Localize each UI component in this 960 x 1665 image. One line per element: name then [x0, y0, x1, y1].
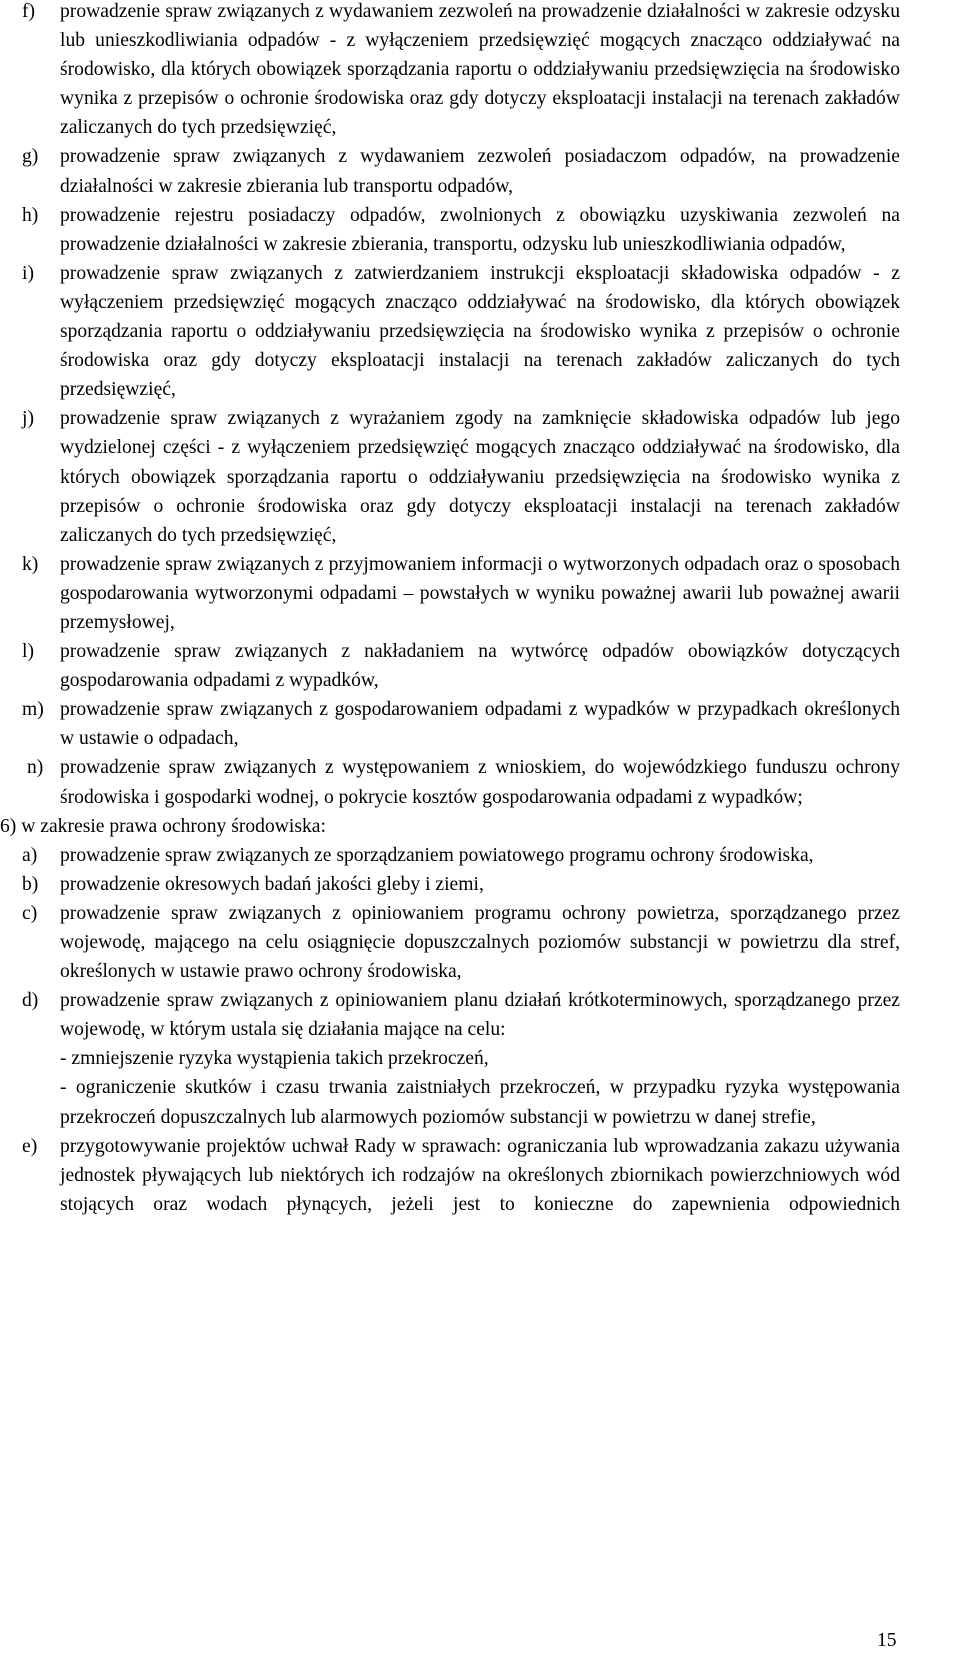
- item-text: prowadzenie spraw związanych z wyrażaniem zgody na zamknięcie składowiska odpadów lub jego wydzielonej części - z wyłączeniem przedsięwzięć mogących znacząco oddziaływać na środowisko, dla których obowiązek sporządzania raportu o oddziaływaniu przedsięwzięcia na środowisko wynika z przepisów o ochronie środowiska oraz gdy dotyczy eksploatacji instalacji na terenach zakładów zaliczanych do tych przedsięwzięć,: [60, 408, 900, 546]
- item-label: c): [22, 902, 38, 924]
- item-text: prowadzenie spraw związanych z wydawaniem zezwoleń na prowadzenie działalności w zakresie odzysku lub unieszkodliwiania odpadów - z wyłączeniem przedsięwzięć mogących znacząco oddziaływać na środowisko, dla których obowiązek sporządzania raportu o oddziaływaniu przedsięwzięcia na środowisko wynika z przepisów o ochronie środowiska oraz gdy dotyczy eksploatacji instalacji na terenach zakładów zaliczanych do tych przedsięwzięć,: [60, 1, 900, 139]
- item-label: a): [22, 844, 38, 866]
- list-item-k: [22, 550, 900, 637]
- list-item-l: [22, 637, 900, 695]
- item-text: prowadzenie spraw związanych z nakładaniem na wytwórcę odpadów obowiązków dotyczących gospodarowania odpadami z wypadków,: [60, 641, 900, 692]
- item-text: prowadzenie rejestru posiadaczy odpadów, zwolnionych z obowiązku uzyskiwania zezwoleń na prowadzenie działalności w zakresie zbierania, transportu, odzysku lub unieszkodliwiania odpadów,: [60, 204, 900, 255]
- item-label: h): [22, 204, 39, 226]
- item-label: f): [22, 1, 36, 22]
- item-label: d): [22, 990, 39, 1012]
- page-number: 15: [877, 1630, 897, 1651]
- item-text: prowadzenie okresowych badań jakości gleby i ziemi,: [60, 873, 484, 895]
- section-6-list: [22, 841, 900, 1219]
- item-label: m): [22, 699, 44, 721]
- list-item-i: [22, 259, 900, 404]
- item-label: l): [22, 641, 34, 663]
- dash-item: - zmniejszenie ryzyka wystąpienia takich przekroczeń,: [60, 1048, 489, 1070]
- section-heading: w zakresie prawa ochrony środowiska:: [21, 815, 326, 837]
- section-6: [0, 812, 900, 841]
- list-item-6a: [22, 841, 900, 870]
- item-text: prowadzenie spraw związanych z gospodarowaniem odpadami z wypadków w przypadkach określonych w ustawie o odpadach,: [60, 699, 900, 750]
- list-item-6b: [22, 870, 900, 899]
- item-label: g): [22, 146, 39, 168]
- list-item-m: [22, 695, 900, 753]
- list-item-6e: [22, 1132, 900, 1219]
- item-label: e): [22, 1135, 38, 1157]
- list-item-6c: [22, 899, 900, 986]
- list-item-g: [22, 142, 900, 200]
- item-text: prowadzenie spraw związanych z zatwierdzaniem instrukcji eksploatacji składowiska odpadów - z wyłączeniem przedsięwzięć mogących znacząco oddziaływać na środowisko, dla których obowiązek sporządzania raportu o oddziaływaniu przedsięwzięcia na środowisko wynika z przepisów o ochronie środowiska oraz gdy dotyczy eksploatacji instalacji na terenach zakładów zaliczanych do tych przedsięwzięć,: [60, 262, 900, 401]
- list-item-h: [22, 201, 900, 259]
- section-label: 6): [0, 815, 17, 837]
- item-text: przygotowywanie projektów uchwał Rady w sprawach: ograniczania lub wprowadzania zakazu używania jednostek pływających lub niektórych ich rodzajów na określonych zbiornikach powierzchniowych wód stojących oraz wodach płynących, jeżeli jest to konieczne do zapewnienia odpowiednich: [60, 1135, 900, 1215]
- item-text: prowadzenie spraw związanych ze sporządzaniem powiatowego programu ochrony środowiska,: [60, 844, 814, 866]
- dash-item: - ograniczenie skutków i czasu trwania zaistniałych przekroczeń, w przypadku ryzyka występowania przekroczeń dopuszczalnych lub alarmowych poziomów substancji w powietrzu w danej strefie,: [60, 1077, 900, 1128]
- list-item-6d: [22, 986, 900, 1131]
- item-text: prowadzenie spraw związanych z wydawaniem zezwoleń posiadaczom odpadów, na prowadzenie działalności w zakresie zbierania lub transportu odpadów,: [60, 146, 900, 197]
- item-label: i): [22, 262, 34, 284]
- item-label: b): [22, 873, 39, 895]
- item-label: k): [22, 553, 39, 575]
- list-item-f: [22, 0, 900, 142]
- item-text: prowadzenie spraw związanych z opiniowaniem planu działań krótkoterminowych, sporządzanego przez wojewodę, w którym ustala się działania mające na celu:: [60, 990, 900, 1041]
- item-text: prowadzenie spraw związanych z występowaniem z wnioskiem, do wojewódzkiego funduszu ochrony środowiska i gospodarki wodnej, o pokrycie kosztów gospodarowania odpadami z wypadków;: [60, 757, 900, 808]
- list-item-n: [22, 753, 900, 811]
- item-text: prowadzenie spraw związanych z przyjmowaniem informacji o wytworzonych odpadach oraz o sposobach gospodarowania wytworzonymi odpadami – powstałych w wyniku poważnej awarii lub poważnej awarii przemysłowej,: [60, 553, 900, 633]
- item-label: j): [22, 408, 34, 430]
- list-item-j: [22, 404, 900, 549]
- item-text: prowadzenie spraw związanych z opiniowaniem programu ochrony powietrza, sporządzanego przez wojewodę, mającego na celu osiągnięcie dopuszczalnych poziomów substancji w powietrzu dla stref, określonych w ustawie prawo ochrony środowiska,: [60, 902, 900, 983]
- item-label: n): [27, 757, 44, 779]
